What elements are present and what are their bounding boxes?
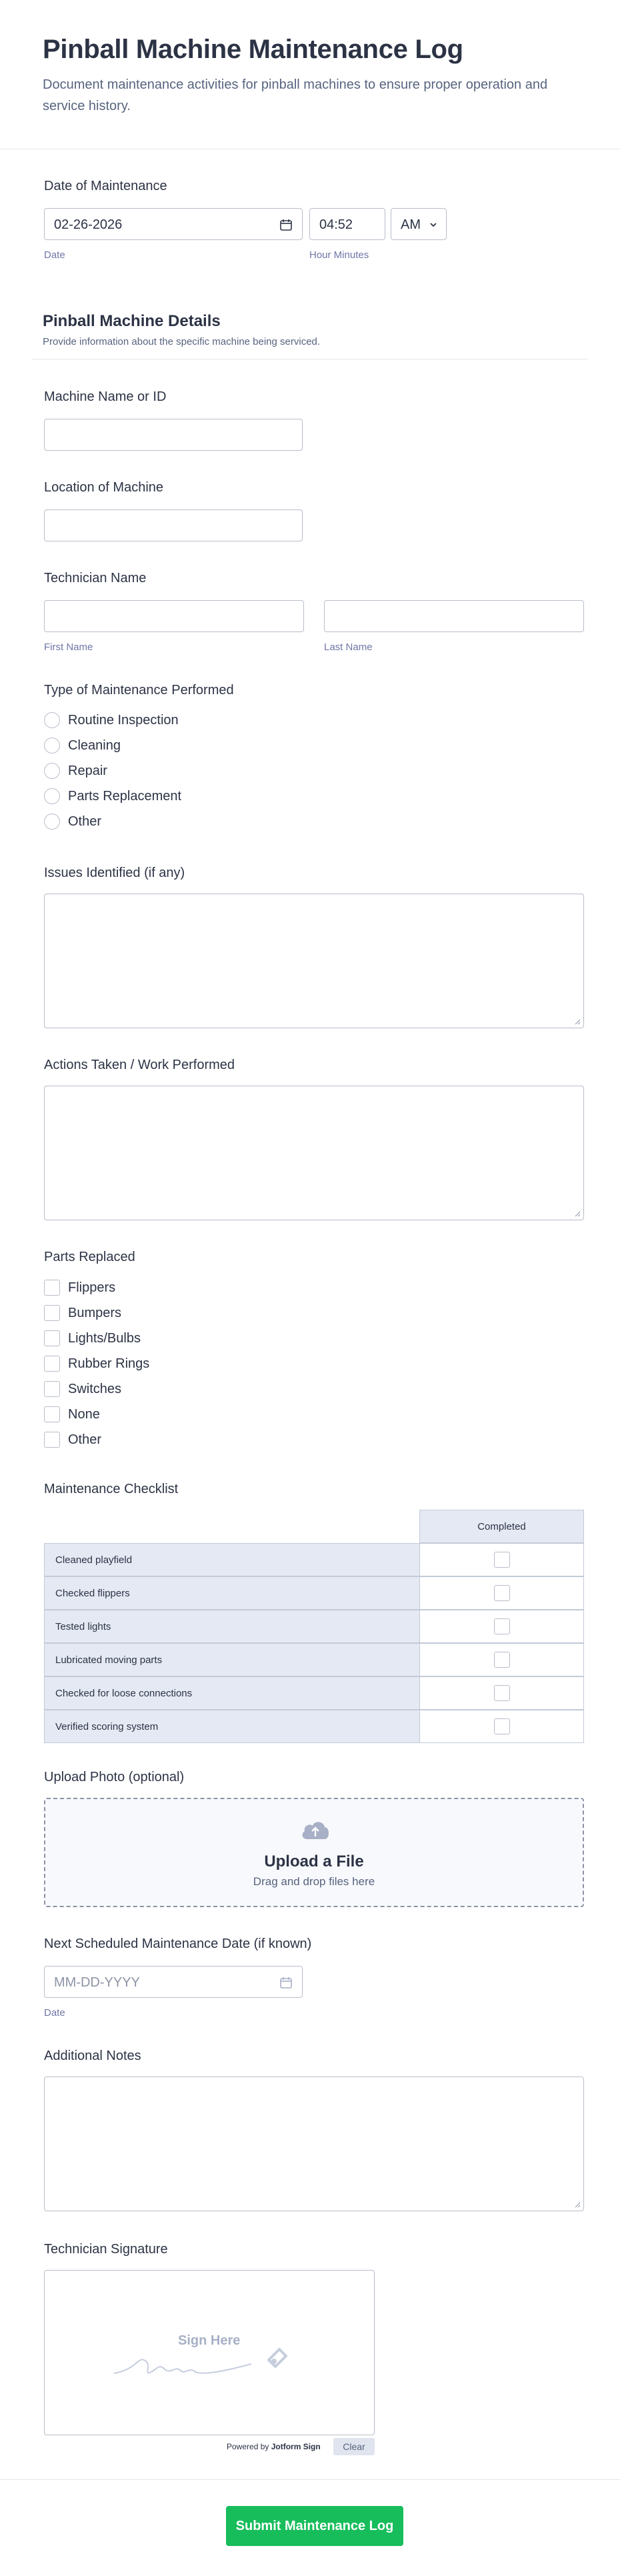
radio-button[interactable] — [44, 814, 60, 830]
form-subtitle: Document maintenance activities for pinball machines to ensure proper operation and service history. — [43, 77, 548, 113]
checkbox[interactable] — [44, 1330, 60, 1346]
issues-label: Issues Identified (if any) — [44, 866, 185, 880]
radio-label: Routine Inspection — [68, 712, 179, 728]
calendar-icon[interactable] — [279, 1976, 293, 1989]
upload-label: Upload Photo (optional) — [44, 1770, 185, 1784]
form-title: Pinball Machine Maintenance Log — [43, 35, 463, 64]
next-date-placeholder: MM-DD-YYYY — [54, 1975, 140, 1990]
radio-label: Parts Replacement — [68, 788, 182, 804]
chevron-down-icon — [429, 220, 438, 229]
next-date-sublabel: Date — [44, 2007, 65, 2019]
radio-label: Cleaning — [68, 738, 121, 753]
checkbox-option[interactable] — [44, 1278, 115, 1298]
checkbox[interactable] — [44, 1381, 60, 1397]
checkbox-label: Lights/Bulbs — [68, 1330, 141, 1346]
matrix-row-label: Verified scoring system — [44, 1710, 420, 1743]
maintenance-date-value: 02-26-2026 — [54, 217, 123, 232]
machine-name-input[interactable] — [44, 419, 303, 451]
matrix-cell — [419, 1610, 584, 1643]
notes-textarea[interactable] — [44, 2077, 584, 2211]
resize-handle-icon[interactable] — [574, 1210, 581, 1217]
matrix-row-label: Tested lights — [44, 1610, 420, 1643]
powered-by-brand: Jotform Sign — [271, 2442, 321, 2451]
radio-button[interactable] — [44, 712, 60, 728]
matrix-cell — [419, 1643, 584, 1676]
resize-handle-icon[interactable] — [574, 2201, 581, 2208]
upload-subtitle: Drag and drop files here — [253, 1875, 375, 1888]
location-label: Location of Machine — [44, 480, 164, 495]
checkbox-option[interactable] — [44, 1354, 149, 1374]
radio-option[interactable] — [44, 761, 107, 781]
checkbox-option[interactable] — [44, 1379, 121, 1399]
checkbox[interactable] — [44, 1406, 60, 1422]
section-subtitle: Provide information about the specific machine being serviced. — [43, 336, 321, 347]
matrix-row — [44, 1643, 584, 1676]
matrix-row — [44, 1543, 584, 1576]
section-title: Pinball Machine Details — [43, 312, 221, 330]
calendar-icon[interactable] — [279, 218, 293, 231]
file-drop-zone[interactable] — [44, 1798, 584, 1907]
submit-button[interactable]: Submit Maintenance Log — [226, 2506, 403, 2546]
checklist-field — [44, 1482, 584, 1742]
machine-name-field — [44, 389, 584, 453]
location-field — [44, 480, 584, 544]
matrix-row — [44, 1610, 584, 1643]
issues-field — [44, 866, 584, 1032]
upload-field — [44, 1770, 584, 1910]
matrix-checkbox[interactable] — [494, 1552, 510, 1568]
signature-field — [44, 2242, 584, 2462]
signature-label: Technician Signature — [44, 2242, 168, 2257]
matrix-cell — [419, 1676, 584, 1710]
actions-field — [44, 1058, 584, 1224]
radio-option[interactable] — [44, 710, 179, 730]
radio-option[interactable] — [44, 736, 121, 756]
checkbox-option[interactable] — [44, 1430, 101, 1450]
next-date-input[interactable] — [44, 1966, 303, 1998]
date-of-maintenance-field — [44, 179, 584, 265]
matrix-column-header: Completed — [419, 1510, 584, 1543]
checkbox-label: None — [68, 1406, 100, 1422]
issues-textarea[interactable] — [44, 894, 584, 1028]
parts-replaced-label: Parts Replaced — [44, 1250, 135, 1264]
first-name-sublabel: First Name — [44, 641, 93, 653]
radio-label: Repair — [68, 763, 107, 778]
ampm-value: AM — [401, 217, 421, 232]
notes-field — [44, 2049, 584, 2215]
next-date-label: Next Scheduled Maintenance Date (if known) — [44, 1937, 312, 1951]
notes-label: Additional Notes — [44, 2049, 141, 2063]
checkbox-label: Bumpers — [68, 1305, 122, 1320]
matrix-row-label: Cleaned playfield — [44, 1543, 420, 1576]
checkbox-label: Flippers — [68, 1280, 116, 1295]
matrix-row — [44, 1676, 584, 1710]
radio-label: Other — [68, 814, 102, 829]
matrix-checkbox[interactable] — [494, 1652, 510, 1668]
radio-option[interactable] — [44, 812, 101, 832]
checkbox-option[interactable] — [44, 1303, 121, 1323]
checkbox-option[interactable] — [44, 1328, 141, 1348]
date-sublabel: Date — [44, 249, 65, 261]
matrix-cell — [419, 1576, 584, 1610]
radio-button[interactable] — [44, 738, 60, 754]
actions-textarea[interactable] — [44, 1086, 584, 1220]
powered-by-prefix: Powered by — [227, 2442, 269, 2451]
time-sublabel: Hour Minutes — [309, 249, 369, 261]
radio-button[interactable] — [44, 763, 60, 779]
matrix-row-label: Lubricated moving parts — [44, 1643, 420, 1676]
last-name-sublabel: Last Name — [324, 641, 373, 653]
radio-option[interactable] — [44, 786, 181, 806]
matrix-cell — [419, 1710, 584, 1743]
footer-divider — [0, 2479, 620, 2480]
maintenance-date-input[interactable] — [44, 208, 303, 240]
matrix-cell — [419, 1543, 584, 1576]
matrix-checkbox[interactable] — [494, 1585, 510, 1601]
checklist-label: Maintenance Checklist — [44, 1482, 179, 1496]
signature-pad[interactable] — [44, 2270, 375, 2435]
matrix-checkbox[interactable] — [494, 1718, 510, 1734]
matrix-row-label: Checked flippers — [44, 1576, 420, 1610]
ampm-select[interactable] — [391, 208, 447, 240]
matrix-checkbox[interactable] — [494, 1618, 510, 1634]
checkbox[interactable] — [44, 1432, 60, 1448]
actions-label: Actions Taken / Work Performed — [44, 1058, 235, 1072]
checkbox[interactable] — [44, 1280, 60, 1296]
matrix-checkbox[interactable] — [494, 1685, 510, 1701]
signature-scribble-icon — [111, 2335, 305, 2381]
matrix-row — [44, 1576, 584, 1610]
first-name-input[interactable] — [44, 600, 304, 632]
powered-by — [227, 2442, 321, 2451]
checkbox-option[interactable] — [44, 1404, 100, 1424]
technician-name-label: Technician Name — [44, 571, 147, 585]
last-name-input[interactable] — [324, 600, 584, 632]
sign-here-placeholder: Sign Here — [178, 2333, 241, 2348]
checkbox[interactable] — [44, 1305, 60, 1321]
maintenance-time-input[interactable] — [309, 208, 385, 240]
checkbox-label: Other — [68, 1432, 102, 1447]
location-input[interactable] — [44, 509, 303, 541]
matrix-row — [44, 1710, 584, 1743]
checklist-matrix — [44, 1510, 584, 1743]
checkbox-label: Rubber Rings — [68, 1356, 150, 1371]
technician-name-field — [44, 571, 584, 658]
date-of-maintenance-label: Date of Maintenance — [44, 179, 167, 193]
form-header — [0, 0, 620, 149]
checkbox-label: Switches — [68, 1381, 122, 1396]
machine-name-label: Machine Name or ID — [44, 389, 167, 404]
upload-title: Upload a File — [264, 1852, 364, 1870]
radio-button[interactable] — [44, 788, 60, 804]
checkbox[interactable] — [44, 1356, 60, 1372]
maintenance-type-field — [44, 683, 584, 836]
maintenance-time-value: 04:52 — [319, 217, 353, 232]
parts-replaced-field — [44, 1250, 584, 1456]
maintenance-type-label: Type of Maintenance Performed — [44, 683, 234, 698]
clear-signature-button[interactable]: Clear — [333, 2438, 375, 2455]
resize-handle-icon[interactable] — [574, 1018, 581, 1025]
machine-details-section — [43, 312, 589, 347]
next-date-field — [44, 1937, 584, 2023]
cloud-upload-icon — [299, 1818, 331, 1842]
matrix-row-label: Checked for loose connections — [44, 1676, 420, 1710]
